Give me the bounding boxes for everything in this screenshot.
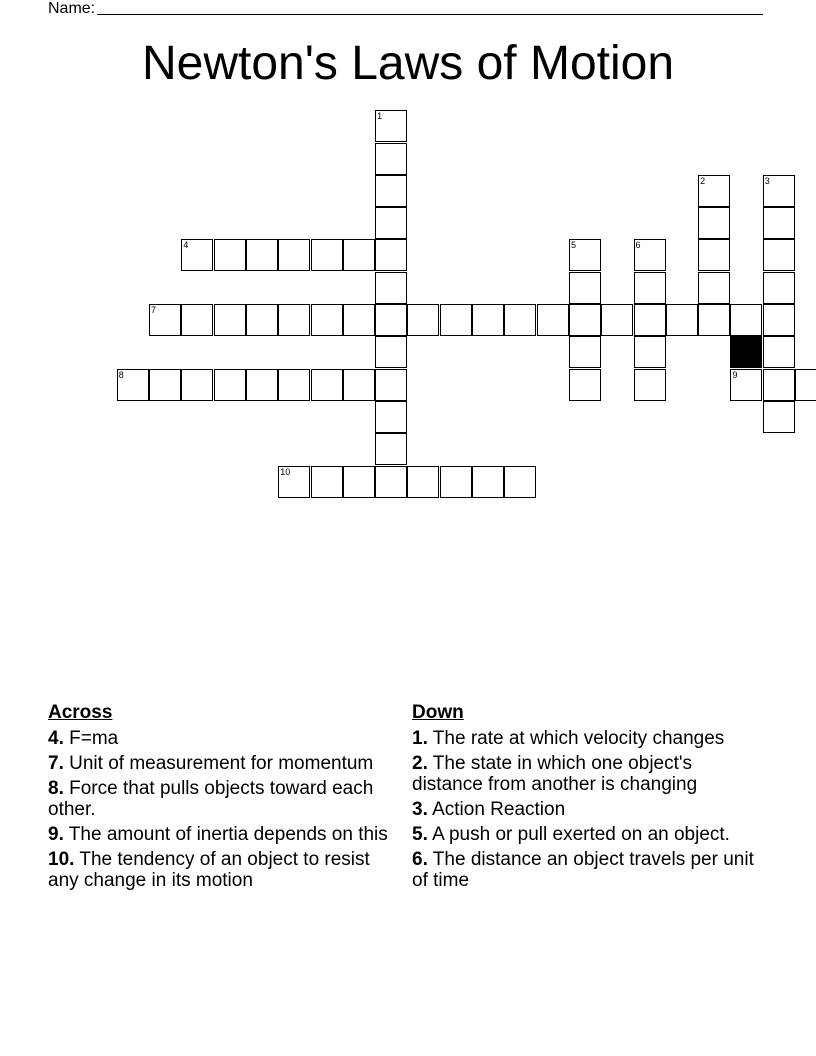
crossword-cell[interactable] — [569, 239, 601, 271]
crossword-cell[interactable] — [375, 110, 407, 142]
crossword-cell[interactable] — [181, 304, 213, 336]
clue-text: The tendency of an object to resist any change in its motion — [48, 849, 370, 891]
crossword-cell[interactable] — [375, 207, 407, 239]
crossword-cell[interactable] — [214, 304, 246, 336]
crossword-cell[interactable] — [763, 304, 795, 336]
across-heading: Across — [48, 702, 113, 723]
clue-text: Force that pulls objects toward each other. — [48, 778, 374, 820]
clue-number-label: 5. — [412, 824, 428, 845]
crossword-cell[interactable] — [569, 369, 601, 401]
crossword-cell[interactable] — [634, 304, 666, 336]
crossword-cell[interactable] — [763, 207, 795, 239]
crossword-cell[interactable] — [311, 369, 343, 401]
crossword-cell[interactable] — [601, 304, 633, 336]
down-clue — [412, 849, 757, 891]
across-clue — [48, 753, 388, 774]
crossword-cell[interactable] — [375, 433, 407, 465]
crossword-cell[interactable] — [375, 143, 407, 175]
crossword-cell[interactable] — [634, 336, 666, 368]
crossword-cell[interactable] — [278, 304, 310, 336]
clue-number-label: 9. — [48, 824, 64, 845]
clue-number: 8 — [118, 369, 124, 380]
crossword-cell[interactable] — [763, 272, 795, 304]
clue-number-label: 8. — [48, 778, 64, 799]
crossword-cell[interactable] — [472, 304, 504, 336]
crossword-cell[interactable] — [569, 272, 601, 304]
crossword-cell[interactable] — [375, 304, 407, 336]
crossword-cell[interactable] — [504, 304, 536, 336]
crossword-cell[interactable] — [634, 272, 666, 304]
crossword-cell[interactable] — [375, 239, 407, 271]
clue-number-label: 7. — [48, 753, 64, 774]
clue-number: 4 — [183, 240, 189, 251]
crossword-cell[interactable] — [311, 239, 343, 271]
crossword-cell[interactable] — [730, 304, 762, 336]
across-clue — [48, 778, 388, 820]
crossword-cell[interactable] — [214, 369, 246, 401]
crossword-cell[interactable] — [117, 369, 149, 401]
crossword-cell[interactable] — [375, 466, 407, 498]
clue-number: 2 — [700, 175, 706, 186]
clue-text: The rate at which velocity changes — [427, 728, 725, 749]
crossword-cell[interactable] — [246, 239, 278, 271]
across-clue-list — [48, 728, 388, 891]
clue-number: 1 — [377, 111, 383, 122]
crossword-cell[interactable] — [763, 336, 795, 368]
crossword-cell[interactable] — [246, 369, 278, 401]
crossword-cell[interactable] — [666, 304, 698, 336]
across-clue — [48, 824, 388, 845]
clue-number-label: 6. — [412, 849, 428, 870]
crossword-cell[interactable] — [407, 304, 439, 336]
crossword-cell[interactable] — [311, 466, 343, 498]
clue-number-label: 4. — [48, 728, 64, 749]
across-clues — [48, 702, 388, 895]
crossword-cell[interactable] — [698, 207, 730, 239]
crossword-cell[interactable] — [375, 369, 407, 401]
crossword-cell[interactable] — [343, 466, 375, 498]
clue-text: The state in which one object's distance from another is changing — [412, 753, 698, 795]
crossword-cell[interactable] — [634, 369, 666, 401]
crossword-cell[interactable] — [763, 239, 795, 271]
clue-text: Action Reaction — [427, 799, 566, 820]
clue-text: The amount of inertia depends on this — [63, 824, 388, 845]
down-clue-list — [412, 728, 757, 891]
crossword-cell[interactable] — [569, 336, 601, 368]
crossword-cell[interactable] — [343, 369, 375, 401]
crossword-cell[interactable] — [730, 369, 762, 401]
crossword-cell[interactable] — [214, 239, 246, 271]
clue-number-label: 1. — [412, 728, 428, 749]
clue-number-label: 3. — [412, 799, 428, 820]
crossword-cell[interactable] — [440, 466, 472, 498]
clue-text: Unit of measurement for momentum — [63, 753, 374, 774]
clue-number: 10 — [280, 466, 291, 477]
crossword-cell[interactable] — [795, 369, 816, 401]
crossword-cell[interactable] — [246, 304, 278, 336]
clue-text: The distance an object travels per unit of time — [412, 849, 754, 891]
clue-text: A push or pull exerted on an object. — [427, 824, 730, 845]
crossword-cell[interactable] — [698, 175, 730, 207]
crossword-cell[interactable] — [698, 239, 730, 271]
crossword-grid — [0, 0, 816, 520]
crossword-cell[interactable] — [569, 304, 601, 336]
crossword-cell[interactable] — [634, 239, 666, 271]
crossword-cell[interactable] — [375, 175, 407, 207]
crossword-cell[interactable] — [375, 272, 407, 304]
crossword-cell[interactable] — [149, 304, 181, 336]
crossword-cell[interactable] — [278, 239, 310, 271]
down-heading: Down — [412, 702, 464, 723]
crossword-cell[interactable] — [343, 239, 375, 271]
crossword-cell[interactable] — [181, 239, 213, 271]
down-clues — [412, 702, 757, 895]
crossword-cell[interactable] — [504, 466, 536, 498]
crossword-cell[interactable] — [698, 304, 730, 336]
down-clue — [412, 824, 757, 845]
page-title: Newton's Laws of Motion — [141, 37, 675, 90]
crossword-cell[interactable] — [311, 304, 343, 336]
crossword-cell[interactable] — [407, 466, 439, 498]
across-clue — [48, 849, 388, 891]
down-clue — [412, 728, 757, 749]
crossword-cell[interactable] — [375, 401, 407, 433]
crossword-cell[interactable] — [763, 175, 795, 207]
down-clue — [412, 799, 757, 820]
clue-number: 5 — [570, 240, 576, 251]
clue-number-label: 10. — [48, 849, 75, 870]
crossword-cell[interactable] — [763, 369, 795, 401]
crossword-cell[interactable] — [763, 401, 795, 433]
across-clue — [48, 728, 388, 749]
clue-number: 6 — [635, 240, 641, 251]
crossword-cell[interactable] — [278, 466, 310, 498]
crossword-cell[interactable] — [278, 369, 310, 401]
clue-number: 3 — [764, 175, 770, 186]
crossword-cell[interactable] — [181, 369, 213, 401]
crossword-cell[interactable] — [698, 272, 730, 304]
crossword-cell[interactable] — [149, 369, 181, 401]
clue-number: 7 — [151, 305, 157, 316]
crossword-cell[interactable] — [375, 336, 407, 368]
clue-number: 9 — [732, 369, 738, 380]
crossword-cell[interactable] — [440, 304, 472, 336]
black-square — [730, 336, 762, 368]
clue-number-label: 2. — [412, 753, 428, 774]
name-label: Name: — [48, 0, 96, 17]
down-clue — [412, 753, 757, 795]
clue-text: F=ma — [63, 728, 119, 749]
crossword-cell[interactable] — [537, 304, 569, 336]
crossword-cell[interactable] — [343, 304, 375, 336]
crossword-cell[interactable] — [472, 466, 504, 498]
